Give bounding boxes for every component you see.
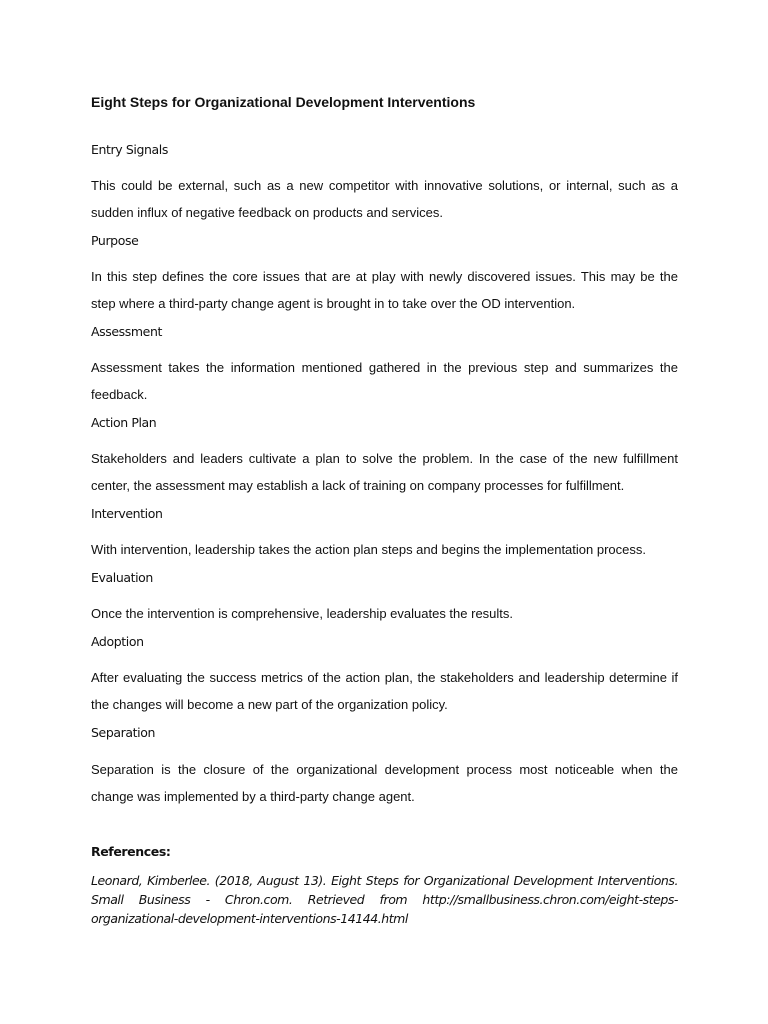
section-heading-purpose: Purpose — [91, 233, 139, 248]
section-body-entry-signals: This could be external, such as a new competitor with innovative solutions, or internal, such as a sudden influx of negative feedback on products and services. — [91, 178, 678, 220]
section-heading-evaluation: Evaluation — [91, 570, 153, 585]
section-heading-action-plan: Action Plan — [91, 415, 157, 430]
section-body-separation: Separation is the closure of the organizational development process most noticeable when the change was implemented by a third-party change agent. — [91, 762, 678, 804]
reference-entry: Leonard, Kimberlee. (2018, August 13). Eight Steps for Organizational Development Interventions. Small Business - Chron.com. Retrieved from http://smallbusiness.chron.com/eight-steps-organizational-development-interventions-14144.html — [91, 873, 678, 926]
section-body-purpose: In this step defines the core issues that are at play with newly discovered issues. This may be the step where a third-party change agent is brought in to take over the OD intervention. — [91, 269, 678, 311]
section-heading-intervention: Intervention — [91, 506, 163, 521]
section-body-action-plan: Stakeholders and leaders cultivate a plan to solve the problem. In the case of the new fulfillment center, the assessment may establish a lack of training on company processes for fulfillment. — [91, 451, 678, 493]
section-body-assessment: Assessment takes the information mentioned gathered in the previous step and summarizes the feedback. — [91, 360, 678, 402]
references-heading: References: — [91, 844, 171, 859]
section-body-intervention: With intervention, leadership takes the action plan steps and begins the implementation process. — [91, 542, 646, 557]
section-heading-separation: Separation — [91, 725, 155, 740]
section-heading-entry-signals: Entry Signals — [91, 142, 168, 157]
document-title: Eight Steps for Organizational Development Interventions — [91, 94, 476, 110]
section-heading-assessment: Assessment — [91, 324, 162, 339]
section-body-adoption: After evaluating the success metrics of the action plan, the stakeholders and leadership determine if the changes will become a new part of the organization policy. — [91, 670, 678, 712]
section-heading-adoption: Adoption — [91, 634, 144, 649]
section-body-evaluation: Once the intervention is comprehensive, leadership evaluates the results. — [91, 606, 514, 621]
